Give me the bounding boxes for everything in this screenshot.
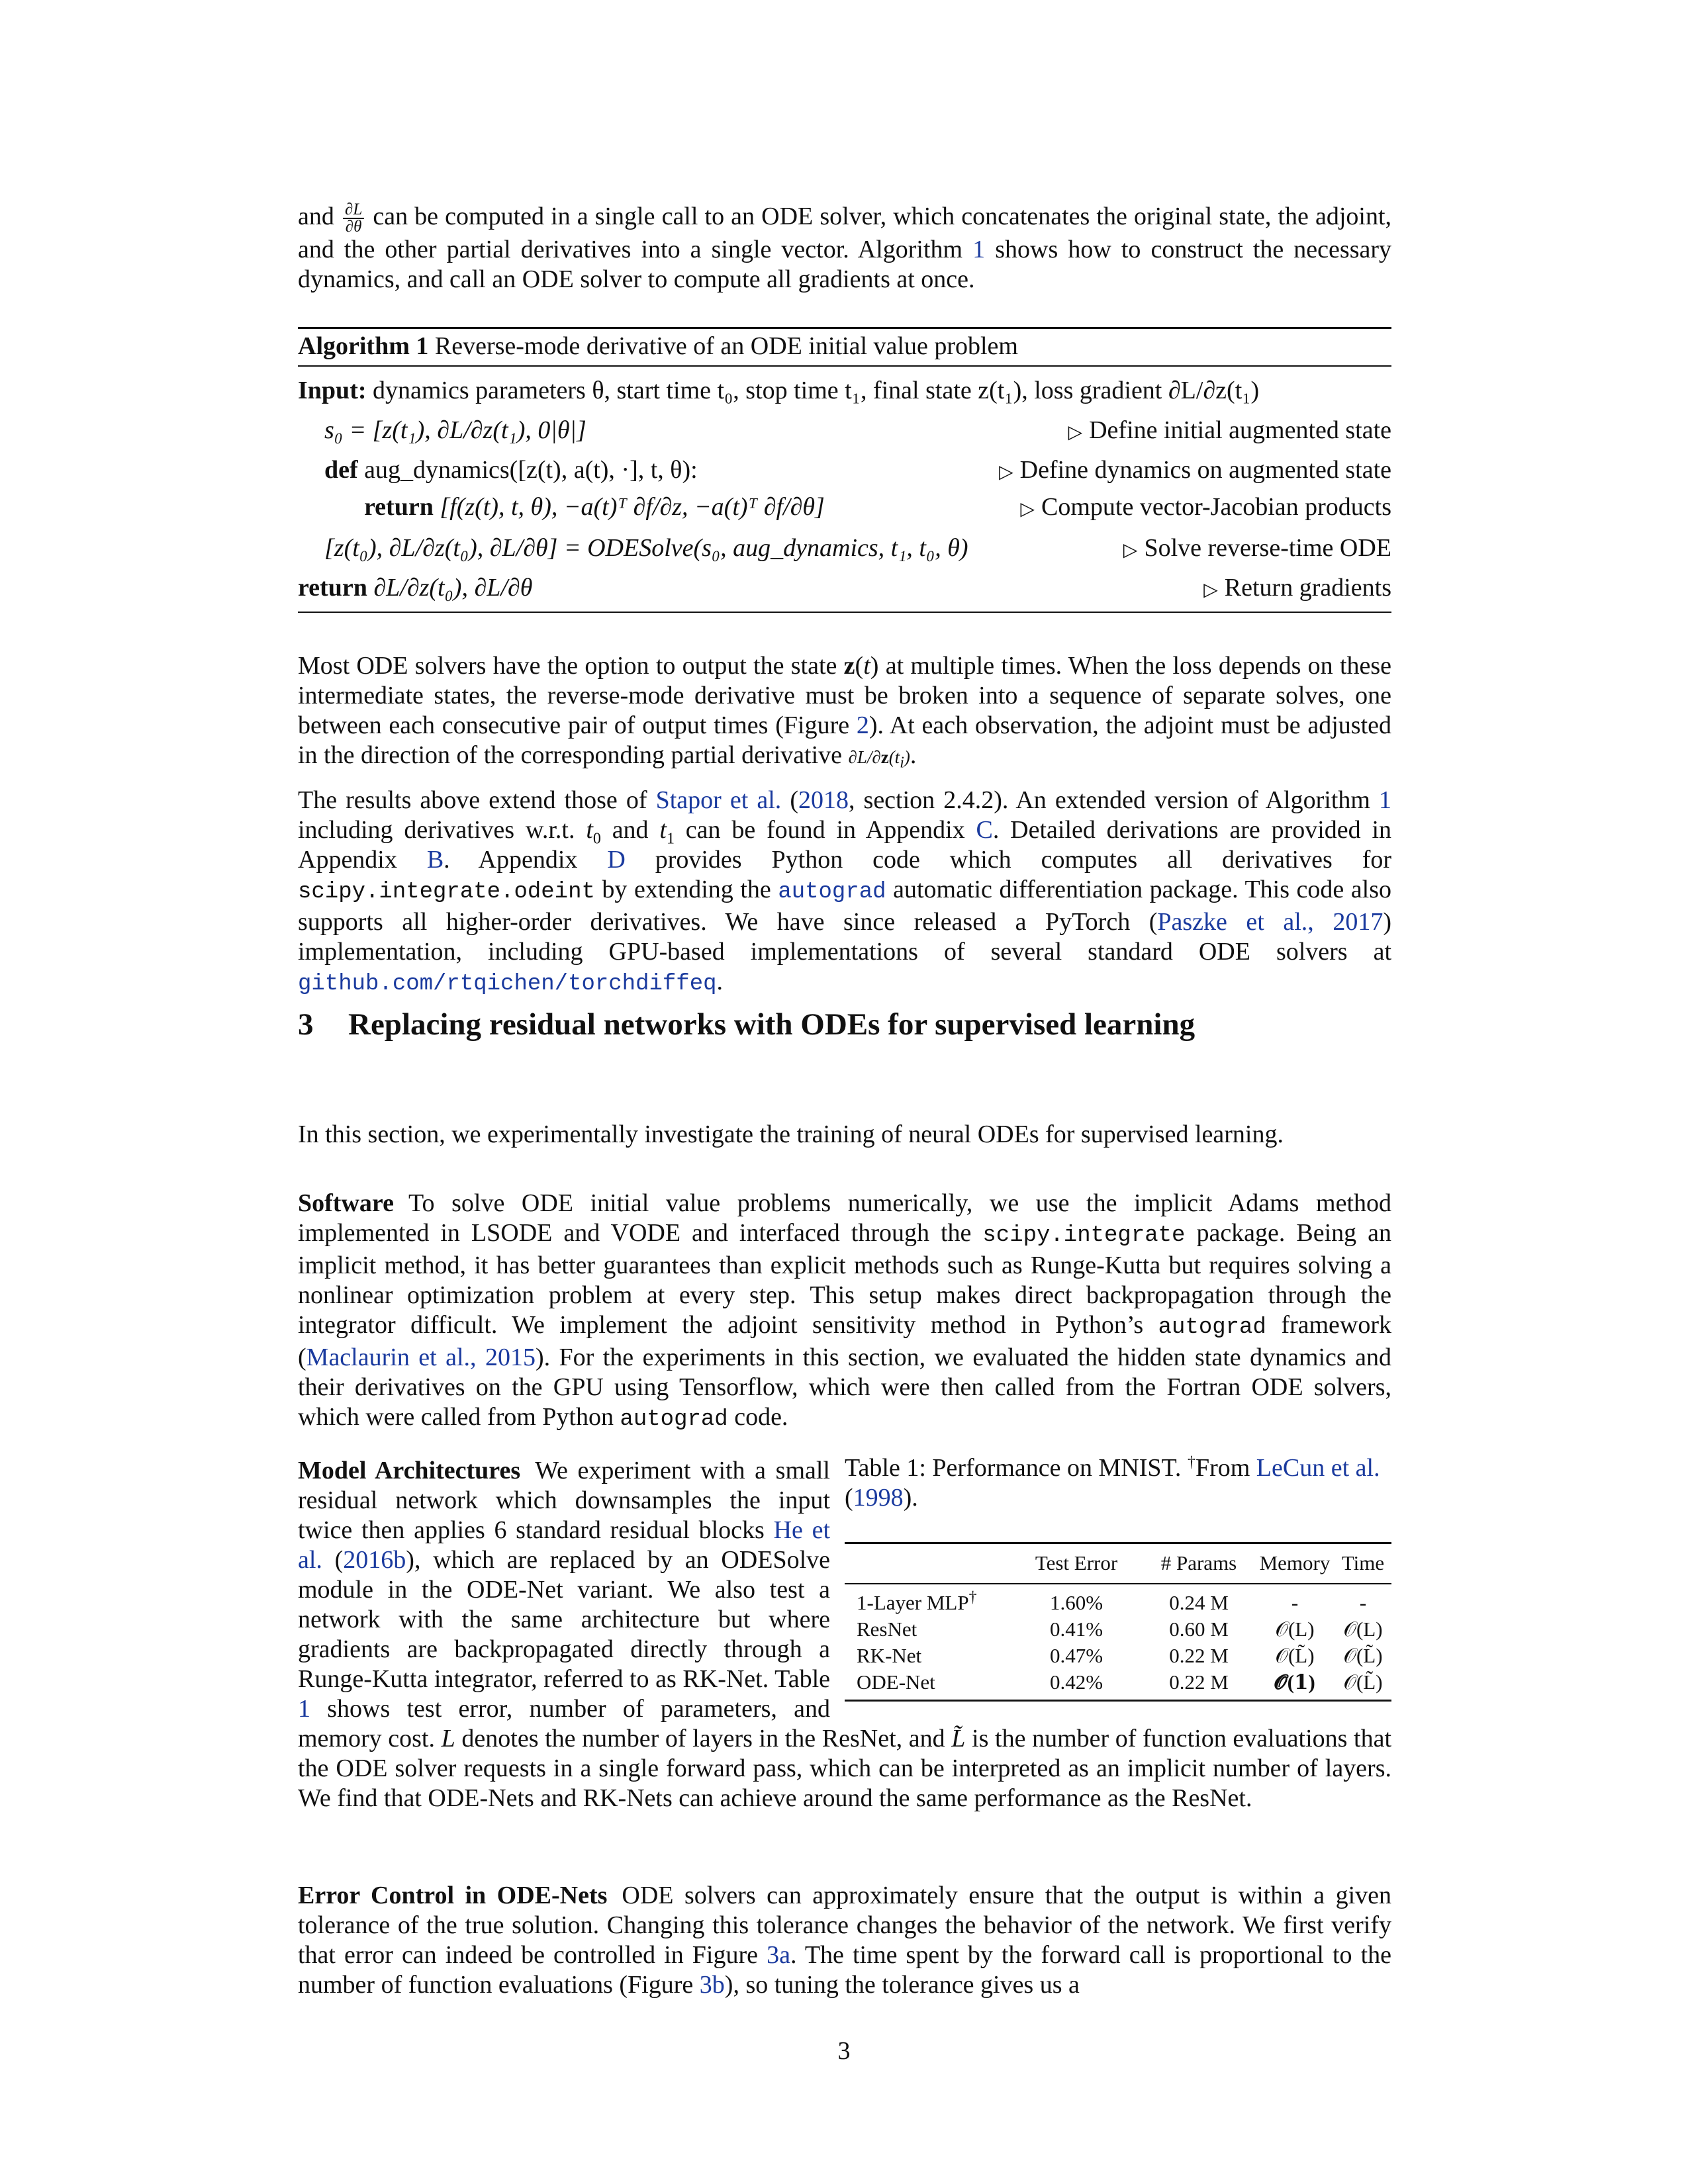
intro-text: can be computed in a single call to an ODE solver, which concatenates the original state, the adjoint, and the other partial derivatives into a single vector. Algorithm xyxy=(298,203,1392,264)
appendix-d-link[interactable]: D xyxy=(607,846,626,874)
paragraph-model-architectures: Model Architectures We experiment with a small residual network which downsamples the input twice then applies 6 standard residual blocks He et al. (2016b), which are replaced by an ODESolve module in the ODE-Net variant. We also test a network with the same architecture but where gradients are backpropagated directly through a Runge-Kutta integrator, referred to as RK-Net. Table 1 shows test error, number of parameters, and memory cost. L denotes the number of layers in the ResNet, and L̃ is the number of function evaluations that the ODE solver requests in a single forward pass, which can be interpreted as an implicit number of layers. We find that ODE-Nets and RK-Nets can achieve around the same performance as the ResNet. xyxy=(298,1457,1392,1812)
header-test-error: Test Error xyxy=(1035,1551,1118,1574)
header-time: Time xyxy=(1341,1551,1385,1574)
cite-he-year[interactable]: 2016b xyxy=(343,1546,406,1574)
algorithm-line-1: s₀ = [z(t₁), ∂L/∂z(t₁), 0|θ|] ▷ Define initial augmented state xyxy=(324,416,1391,444)
triangle-icon: ▷ xyxy=(1068,422,1083,443)
paragraph-intermediate-states: Most ODE solvers have the option to output the state z(t) at multiple times. When the loss depends on these intermediate states, the reverse-mode derivative must be broken into a sequence of separate solves, one between each consecutive pair of output times (Figure 2). At each observation, the adjoint must be adjusted in the direction of the corresponding partial derivative $\partial L/\partial z(t_i)$. xyxy=(298,652,1392,772)
table-top-rule xyxy=(845,1542,1391,1544)
table-caption: Table 1: Performance on MNIST. †From LeCun et al. (1998). xyxy=(845,1453,1380,1512)
algorithm-line-4: [z(t₀), ∂L/∂z(t₀), ∂L/∂θ] = ODESolve(s₀, aug_dynamics, t₁, t₀, θ) ▷ Solve reverse-time ODE xyxy=(324,534,1391,562)
cite-he[interactable]: He et al. xyxy=(298,1516,831,1574)
triangle-icon: ▷ xyxy=(999,462,1013,482)
cite-maclaurin[interactable]: Maclaurin et al., xyxy=(306,1343,477,1371)
header-memory: Memory xyxy=(1259,1551,1331,1574)
algorithm-input-line: Input: dynamics parameters θ, start time t₀, stop time t₁, final state z(t₁), loss gradient ∂L/∂z(t₁) xyxy=(298,377,1260,404)
cite-maclaurin-year[interactable]: 2015 xyxy=(485,1343,536,1371)
algorithm-ref-link-2[interactable]: 1 xyxy=(1379,786,1392,814)
intro-text-2: shows how to construct the necessary dynamics, and call an ODE solver to compute all gradients at once. xyxy=(298,236,1391,294)
intro-paragraph xyxy=(298,202,1391,295)
algo-bottom-rule xyxy=(298,612,1391,613)
cite-stapor-year[interactable]: 2018 xyxy=(798,786,849,814)
algorithm-box xyxy=(298,327,1391,614)
appendix-b-link[interactable]: B xyxy=(426,846,444,874)
figure-3a-link[interactable]: 3a xyxy=(767,1941,790,1969)
appendix-c-link[interactable]: C xyxy=(976,816,993,844)
code-scipy-odeint: scipy.integrate.odeint xyxy=(298,880,595,905)
header-params: # Params xyxy=(1160,1551,1237,1574)
cite-paszke-year[interactable]: 2017 xyxy=(1333,908,1383,936)
section-heading: 3 Replacing residual networks with ODEs for supervised learning xyxy=(298,1007,1196,1042)
cite-lecun-year[interactable]: 1998 xyxy=(853,1484,904,1512)
error-control-heading: Error Control in ODE-Nets xyxy=(298,1882,608,1909)
table-bottom-rule xyxy=(845,1700,1391,1702)
algo-mid-rule xyxy=(298,365,1391,367)
triangle-icon: ▷ xyxy=(1203,580,1218,600)
cite-lecun[interactable]: LeCun et al. xyxy=(1256,1454,1380,1482)
figure-3b-link[interactable]: 3b xyxy=(699,1971,725,1999)
algorithm-title: Algorithm 1 Reverse-mode derivative of an ODE initial value problem xyxy=(298,332,1018,360)
algorithm-ref-link[interactable]: 1 xyxy=(972,236,986,264)
dL-dtheta-fraction: $\frac{\partial L}{\partial\theta}$ xyxy=(343,202,364,235)
table-mid-rule xyxy=(845,1583,1391,1584)
figure-2-link[interactable]: 2 xyxy=(856,711,869,739)
triangle-icon: ▷ xyxy=(1123,540,1138,561)
triangle-icon: ▷ xyxy=(1020,499,1035,520)
torchdiffeq-url-link[interactable]: github.com/rtqichen/torchdiffeq xyxy=(298,972,717,997)
algorithm-line-2: def aug_dynamics([z(t), a(t), ·], t, θ): ▷ Define dynamics on augmented state xyxy=(324,456,1391,484)
page-number: 3 xyxy=(837,2037,851,2065)
model-arch-heading: Model Architectures xyxy=(298,1457,521,1484)
paragraph-error-control: Error Control in ODE-Nets ODE solvers can approximately ensure that the output is within a given tolerance of the true solution. Changing this tolerance changes the behavior of the network. We first verify that error can indeed be controlled in Figure 3a. The time spent by the forward call is proportional to the number of function evaluations (Figure 3b), so tuning the tolerance gives us a xyxy=(298,1882,1392,1999)
autograd-link[interactable]: autograd xyxy=(778,880,886,905)
cite-stapor[interactable]: Stapor et al. xyxy=(655,786,782,814)
cite-paszke[interactable]: Paszke et al., xyxy=(1157,908,1314,936)
algo-top-rule xyxy=(298,327,1391,329)
table-1-link[interactable]: 1 xyxy=(298,1695,310,1723)
algorithm-line-5: return ∂L/∂z(t₀), ∂L/∂θ ▷ Return gradients xyxy=(298,574,1391,602)
software-heading: Software xyxy=(298,1189,394,1217)
paragraph-results: The results above extend those of Stapor et al. (2018, section 2.4.2). An extended version of Algorithm 1 including derivatives w.r.t. $t_0$ and $t_1$ can be found in Appendix C. Detailed derivations are provided in Appendix B. Appendix D provides Python code which computes all derivatives for scipy.integrate.odeint by extending the autograd automatic differentiation package. This code also supports all higher-order derivatives. We have since released a PyTorch (Paszke et al., 2017) implementation, including GPU-based implementations of several standard ODE solvers at github.com/rtqichen/torchdiffeq. xyxy=(298,786,1392,997)
section-intro: In this section, we experimentally investigate the training of neural ODEs for supervised learning. xyxy=(298,1120,1284,1148)
intro-prefix: and xyxy=(298,203,334,230)
paragraph-software: Software To solve ODE initial value problems numerically, we use the implicit Adams method implemented in LSODE and VODE and interfaced through the scipy.integrate package. Being an implicit method, it has better guarantees than explicit methods such as Runge-Kutta but requires solving a nonlinear optimization problem at every step. This setup makes direct backpropagation through the integrator difficult. We implement the adjoint sensitivity method in Python’s autograd framework (Maclaurin et al., 2015). For the experiments in this section, we evaluated the hidden state dynamics and their derivatives on the GPU using Tensorflow, which were then called from the Fortran ODE solvers, which were called from Python autograd code. xyxy=(298,1189,1392,1432)
results-table: Test Error # Params Memory Time 1-Layer MLP† 1.60% 0.24 M - - ResNet 0.41% 0.60 M 𝒪(L) 𝒪(L) RK-Net 0.47% 0.22 M 𝒪(L̃) 𝒪(L̃) ODE-Net 0.42% 0.22 M 𝓞(𝟏) 𝒪(L̃) xyxy=(845,1542,1391,1704)
algorithm-line-3: return [f(z(t), t, θ), −a(t)ᵀ ∂f/∂z, −a(t)ᵀ ∂f/∂θ] ▷ Compute vector-Jacobian products xyxy=(364,493,1391,521)
